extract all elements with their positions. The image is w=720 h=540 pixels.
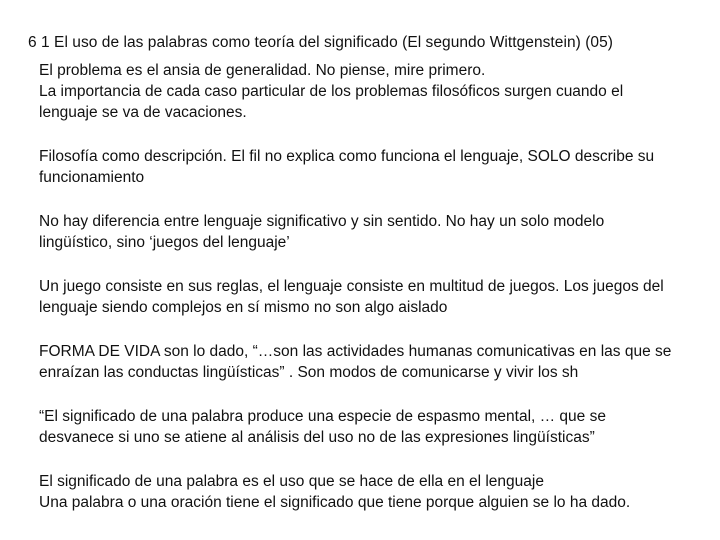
- text-line: enraízan las conductas lingüísticas” . Son modos de comunicarse y vivir los sh: [39, 364, 579, 381]
- paragraph-juegos-lenguaje: [39, 211, 709, 253]
- text-line: No hay diferencia entre lenguaje significativo y sin sentido. No hay un solo modelo: [39, 213, 605, 230]
- text-line: Filosofía como descripción. El fil no explica como funciona el lenguaje, SOLO describe su: [39, 148, 655, 165]
- paragraph-descripcion: [39, 146, 709, 188]
- text-line: El problema es el ansia de generalidad. No piense, mire primero.: [39, 62, 486, 79]
- paragraph-espasmo-mental: [39, 406, 709, 448]
- slide-body: [39, 60, 709, 536]
- paragraph-reglas: [39, 276, 709, 318]
- text-line: Un juego consiste en sus reglas, el lenguaje consiste en multitud de juegos. Los juegos del: [39, 278, 664, 295]
- text-line: FORMA DE VIDA son lo dado, “…son las actividades humanas comunicativas en las que se: [39, 343, 672, 360]
- text-line: lenguaje siendo complejos en sí mismo no son algo aislado: [39, 299, 448, 316]
- text-line: Una palabra o una oración tiene el significado que tiene porque alguien se lo ha dado.: [39, 494, 631, 511]
- slide-title: 6 1 El uso de las palabras como teoría del significado (El segundo Wittgenstein) (05): [28, 34, 613, 51]
- text-line: La importancia de cada caso particular de los problemas filosóficos surgen cuando el: [39, 83, 624, 100]
- paragraph-forma-de-vida: [39, 341, 709, 383]
- text-line: “El significado de una palabra produce una especie de espasmo mental, … que se: [39, 408, 606, 425]
- text-line: lingüístico, sino ‘juegos del lenguaje’: [39, 234, 290, 251]
- text-line: desvanece si uno se atiene al análisis del uso no de las expresiones lingüísticas”: [39, 429, 595, 446]
- text-line: El significado de una palabra es el uso que se hace de ella en el lenguaje: [39, 473, 544, 490]
- paragraph-generalidad: [39, 60, 709, 123]
- paragraph-significado-uso: [39, 471, 709, 513]
- text-line: lenguaje se va de vacaciones.: [39, 104, 247, 121]
- text-line: funcionamiento: [39, 169, 145, 186]
